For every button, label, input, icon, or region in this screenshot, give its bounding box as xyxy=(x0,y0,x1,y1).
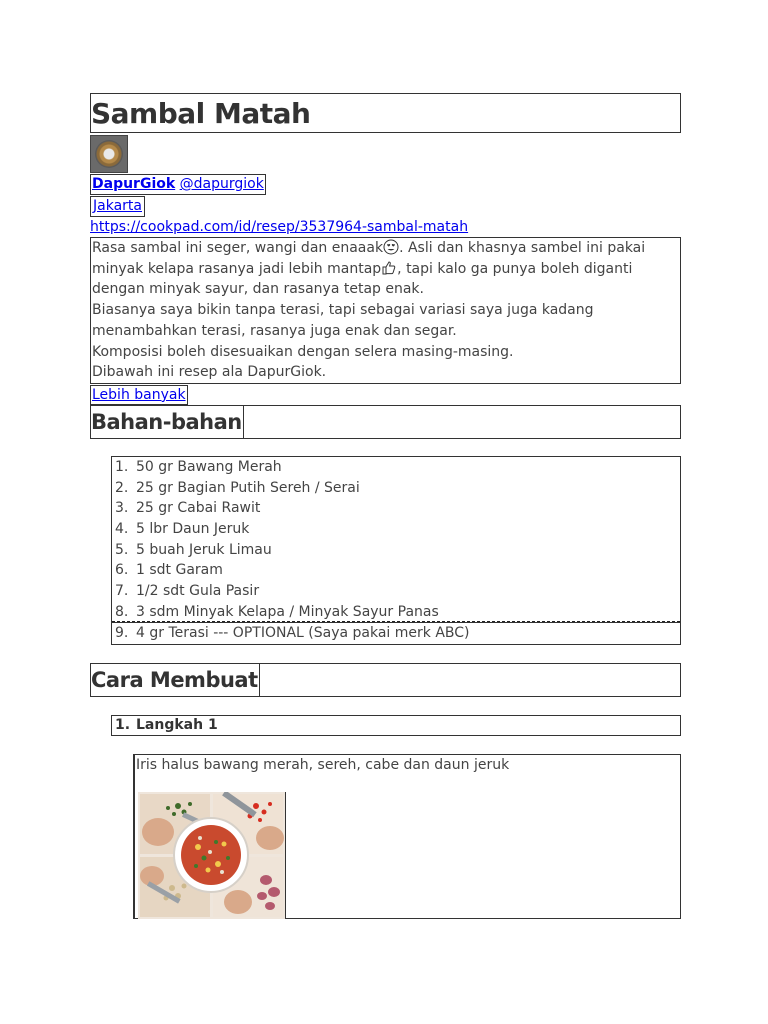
steps-heading: Cara Membuat xyxy=(90,663,260,697)
step-header: 1. Langkah 1 xyxy=(111,715,681,736)
recipe-url-link[interactable]: https://cookpad.com/id/resep/3537964-sambal-matah xyxy=(90,219,469,235)
step-photo-image xyxy=(138,792,285,919)
ingredient-item: 9. 4 gr Terasi --- OPTIONAL (Saya pakai merk ABC) xyxy=(112,622,680,644)
recipe-page xyxy=(90,93,681,919)
recipe-url-line xyxy=(90,218,681,237)
location-box xyxy=(90,196,145,217)
ingredient-item: 8. 3 sdm Minyak Kelapa / Minyak Sayur Panas xyxy=(112,602,680,623)
ingredient-item: 7. 1/2 sdt Gula Pasir xyxy=(115,583,260,600)
ingredients-section-header xyxy=(90,405,681,439)
location-link[interactable]: Jakarta xyxy=(93,198,142,214)
author-name-link[interactable]: DapurGiok xyxy=(92,176,176,192)
description-paragraph-1: Rasa sambal ini seger, wangi dan enaaak . Asli dan khasnya sambel ini pakai minyak kelapa rasanya jadi lebih mantap , tapi kalo ga punya boleh diganti dengan minyak sayur, dan rasanya tetap enak. xyxy=(92,240,646,298)
author-avatar[interactable] xyxy=(90,135,128,173)
heart-eyes-emoji-icon xyxy=(383,239,399,255)
description-paragraph-3: Komposisi boleh disesuaikan dengan selera masing-masing. xyxy=(92,343,514,360)
step-label: Langkah 1 xyxy=(136,717,218,734)
steps-section-header xyxy=(90,663,681,697)
more-link-box xyxy=(90,385,188,405)
recipe-description xyxy=(90,237,681,384)
thumbs-up-emoji-icon xyxy=(381,260,397,276)
ingredient-item: 6. 1 sdt Garam xyxy=(115,562,223,579)
description-paragraph-4: Dibawah ini resep ala DapurGiok. xyxy=(92,364,327,381)
ingredients-heading: Bahan-bahan xyxy=(90,405,244,439)
ingredient-item: 3. 25 gr Cabai Rawit xyxy=(115,500,261,517)
step-text: Iris halus bawang merah, sereh, cabe dan daun jeruk xyxy=(136,757,510,774)
ingredient-item: 1. 50 gr Bawang Merah xyxy=(115,458,282,475)
author-handle-link[interactable]: @dapurgiok xyxy=(179,176,264,192)
ingredients-list xyxy=(111,456,681,645)
step-photo[interactable] xyxy=(138,792,286,919)
ingredient-item: 5. 5 buah Jeruk Limau xyxy=(115,541,272,558)
step-content xyxy=(133,754,681,919)
ingredient-item: 2. 25 gr Bagian Putih Sereh / Serai xyxy=(115,479,360,496)
recipe-title: Sambal Matah xyxy=(90,93,681,133)
more-link[interactable]: Lebih banyak xyxy=(92,386,186,403)
ingredient-item: 4. 5 lbr Daun Jeruk xyxy=(115,520,250,537)
description-paragraph-2: Biasanya saya bikin tanpa terasi, tapi sebagai variasi saya juga kadang menambahkan terasi, rasanya juga enak dan segar. xyxy=(92,302,594,339)
author-line xyxy=(90,174,266,195)
